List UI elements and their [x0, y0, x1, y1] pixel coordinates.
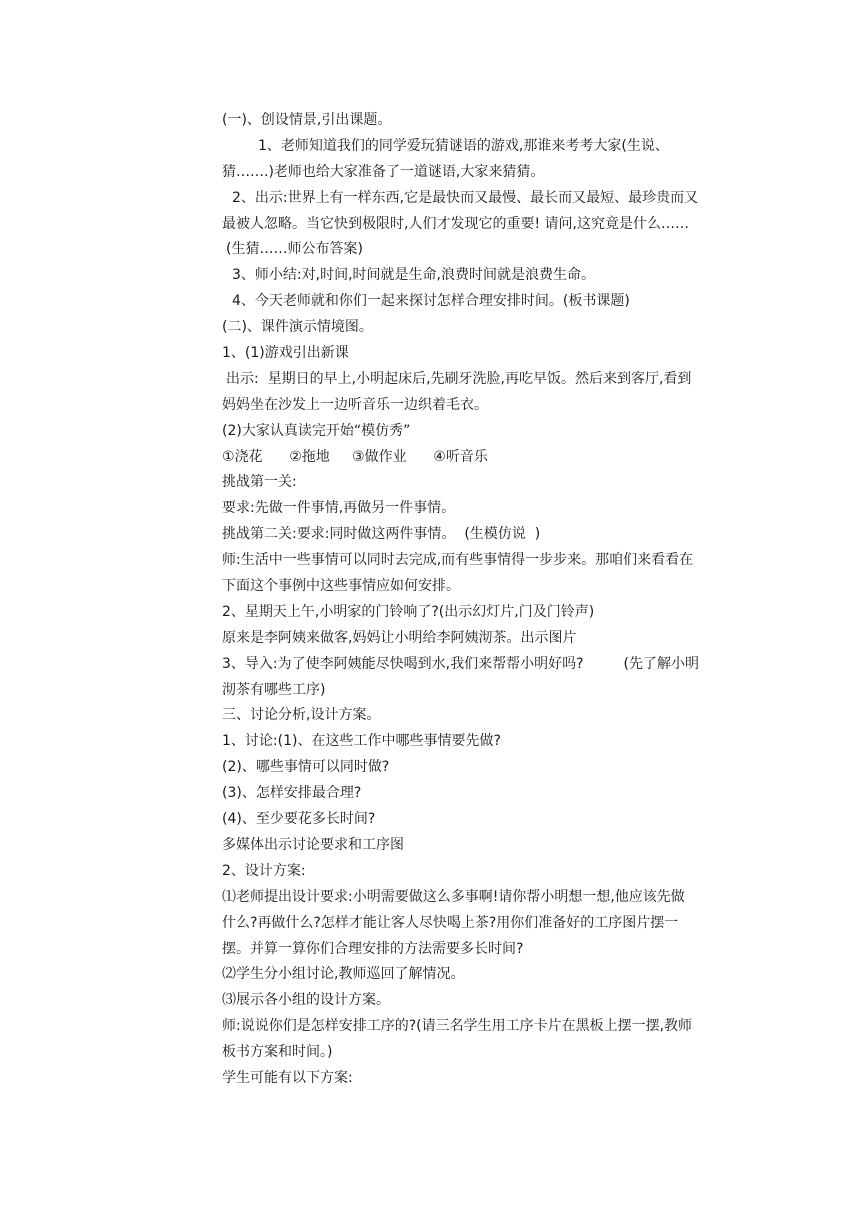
paragraph-line: 2、设计方案:	[222, 862, 306, 879]
paragraph-line: ⑵学生分小组讨论,教师巡回了解情况。	[222, 966, 465, 983]
paragraph-line: 挑战第一关:	[222, 474, 297, 491]
section-heading-3: 三、讨论分析,设计方案。	[222, 707, 381, 724]
option-list: ①浇花 ②拖地 ③做作业 ④听音乐	[222, 448, 488, 465]
paragraph-line: 挑战第二关:要求:同时做这两件事情。 (生模仿说 )	[222, 526, 541, 543]
paragraph-line: 原来是李阿姨来做客,妈妈让小明给李阿姨沏茶。出示图片	[222, 629, 577, 646]
paragraph-line: ⑶展示各小组的设计方案。	[222, 992, 390, 1009]
paragraph-line: 1、讨论:(1)、在这些工作中哪些事情要先做?	[222, 733, 501, 750]
paragraph-line: 1、(1)游戏引出新课	[222, 345, 349, 362]
paragraph-line: 摆。并算一算你们合理安排的方法需要多长时间?	[222, 940, 524, 957]
paragraph-line: 沏茶有哪些工序)	[222, 681, 326, 698]
paragraph-line: (2)、哪些事情可以同时做?	[222, 759, 390, 776]
paragraph-line: 出示: 星期日的早上,小明起床后,先刷牙洗脸,再吃早饭。然后来到客厅,看到	[226, 370, 692, 387]
paragraph-line: 什么?再做什么?怎样才能让客人尽快喝上茶?用你们准备好的工序图片摆一	[222, 914, 679, 931]
paragraph-line: 最被人忽略。当它快到极限时,人们才发现它的重要! 请问,这究竟是什么……	[222, 215, 689, 232]
paragraph-line: 猜…….)老师也给大家准备了一道谜语,大家来猜猜。	[222, 163, 545, 180]
paragraph-line: 师:说说你们是怎样安排工序的?(请三名学生用工序卡片在黑板上摆一摆,教师	[222, 1018, 693, 1035]
paragraph-line: 4、今天老师就和你们一起来探讨怎样合理安排时间。(板书课题)	[232, 293, 630, 310]
paragraph-line: 妈妈坐在沙发上一边听音乐一边织着毛衣。	[222, 396, 488, 413]
paragraph-line: 3、师小结:对,时间,时间就是生命,浪费时间就是浪费生命。	[232, 267, 595, 284]
paragraph-line: 多媒体出示讨论要求和工序图	[222, 836, 404, 853]
paragraph-line: 学生可能有以下方案:	[222, 1069, 353, 1086]
paragraph-line: 下面这个事例中这些事情应如何安排。	[222, 578, 460, 595]
paragraph-line: (3)、怎样安排最合理?	[222, 785, 362, 802]
paragraph-line: 2、星期天上午,小明家的门铃响了?(出示幻灯片,门及门铃声)	[222, 603, 595, 620]
paragraph-line: 师:生活中一些事情可以同时去完成,而有些事情得一步步来。那咱们来看看在	[222, 552, 694, 569]
section-heading-2: (二)、课件演示情境图。	[222, 319, 373, 336]
paragraph-line: 板书方案和时间。)	[222, 1044, 333, 1061]
section-heading-1: (一)、创设情景,引出课题。	[222, 112, 392, 128]
document-body	[222, 108, 742, 1092]
paragraph-line: 1、老师知道我们的同学爱玩猜谜语的游戏,那谁来考考大家(生说、	[258, 137, 669, 154]
paragraph-line: 2、出示:世界上有一样东西,它是最快而又最慢、最长而又最短、最珍贵而又	[232, 189, 699, 206]
paragraph-line: (生猜……师公布答案)	[226, 241, 363, 258]
paragraph-line: (4)、至少要花多长时间?	[222, 811, 376, 828]
paragraph-line: (2)大家认真读完开始“模仿秀”	[222, 422, 411, 439]
paragraph-line: 3、导入:为了使李阿姨能尽快喝到水,我们来帮帮小明好吗? (先了解小明	[222, 655, 700, 672]
paragraph-line: ⑴老师提出设计要求:小明需要做这么多事啊!请你帮小明想一想,他应该先做	[222, 888, 685, 905]
paragraph-line: 要求:先做一件事情,再做另一件事情。	[222, 500, 456, 517]
